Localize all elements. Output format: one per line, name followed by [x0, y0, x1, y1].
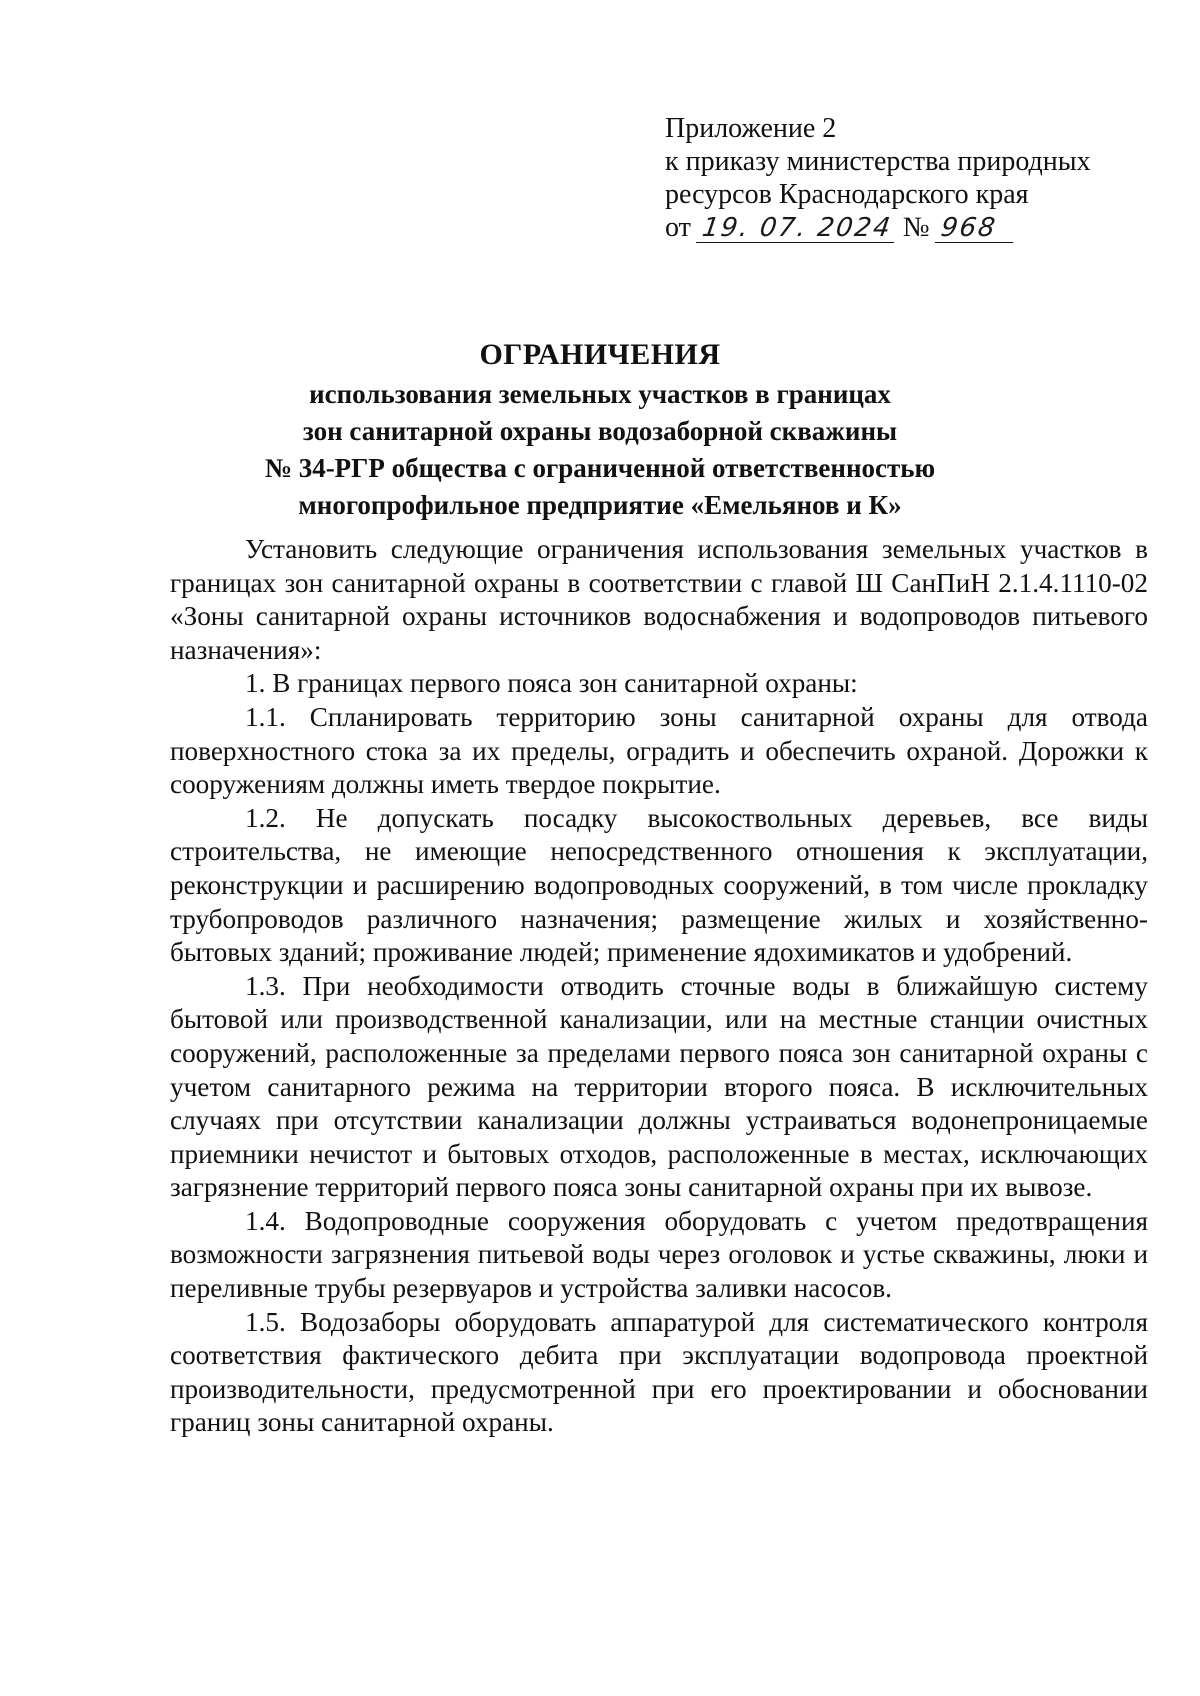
document-title-block	[170, 336, 1030, 524]
handwritten-date: 19. 07. 2024	[696, 214, 898, 243]
subtitle-line-3: № 34-РГР общества с ограниченной ответственностью	[264, 453, 936, 483]
appendix-header	[665, 112, 1145, 244]
appendix-date-number-row	[665, 211, 1145, 244]
section-1-heading: 1. В границах первого пояса зон санитарной охраны:	[245, 668, 858, 699]
appendix-order-ref: к приказу министерства природных	[665, 146, 1091, 177]
handwritten-number: 968	[935, 214, 1017, 243]
document-body	[170, 533, 1148, 1440]
item-1-4: 1.4. Водопроводные сооружения оборудовать с учетом предотвращения возможности загрязнения питьевой воды через оголовок и устье скважины, люки и переливные трубы резервуаров и устройства заливки насосов.	[170, 1205, 1148, 1304]
appendix-ministry: ресурсов Краснодарского края	[665, 179, 1029, 210]
item-1-1: 1.1. Спланировать территорию зоны санитарной охраны для отвода поверхностного стока за их пределы, оградить и обеспечить охраной. Дорожки к сооружениям должны иметь твердое покрытие.	[170, 701, 1148, 800]
subtitle-line-4: многопрофильное предприятие «Емельянов и К»	[298, 490, 902, 520]
item-1-3: 1.3. При необходимости отводить сточные воды в ближайшую систему бытовой или производственной канализации, или на местные станции очистных сооружений, расположенные за пределами первого пояса зон санитарной охраны с учетом санитарного режима на территории второго пояса. В исключительных случаях при отсутствии канализации должны устраиваться водонепроницаемые приемники нечистот и бытовых отходов, расположенные в местах, исключающих загрязнение территорий первого пояса зоны санитарной охраны при их вывозе.	[170, 970, 1148, 1203]
intro-paragraph: Установить следующие ограничения использования земельных участков в границах зон санитарной охраны в соответствии с главой Ш СанПиН 2.1.4.1110-02 «Зоны санитарной охраны источников водоснабжения и водопроводов питьевого назначения»:	[170, 534, 1148, 665]
item-1-5: 1.5. Водозаборы оборудовать аппаратурой для систематического контроля соответствия фактического дебита при эксплуатации водопровода проектной производительности, предусмотренной при его проектировании и обосновании границ зоны санитарной охраны.	[170, 1306, 1148, 1438]
from-prefix: от	[665, 212, 691, 243]
subtitle-line-1: использования земельных участков в границах	[309, 379, 891, 409]
subtitle-line-2: зон санитарной охраны водозаборной скважины	[302, 416, 898, 446]
number-sign: №	[902, 212, 930, 243]
document-title: ОГРАНИЧЕНИЯ	[479, 338, 721, 371]
appendix-title: Приложение 2	[665, 113, 837, 144]
item-1-2: 1.2. Не допускать посадку высокоствольных деревьев, все виды строительства, не имеющие непосредственного отношения к эксплуатации, реконструкции и расширению водопроводных сооружений, в том числе прокладку трубопроводов различного назначения; размещение жилых и хозяйственно-бытовых зданий; проживание людей; применение ядохимикатов и удобрений.	[170, 802, 1148, 968]
